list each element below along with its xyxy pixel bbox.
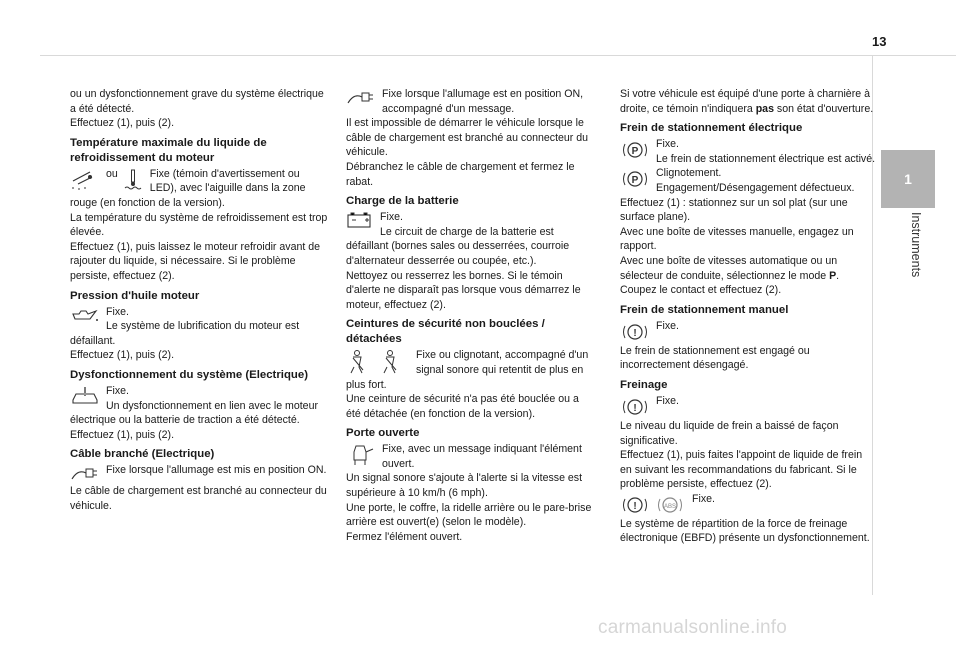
svg-text:P: P: [631, 146, 639, 158]
section-label: Instruments: [909, 212, 923, 278]
cable-cont-line-1: Fixe lorsque l'allumage est en position ON, accompagné d'un message.: [382, 88, 584, 115]
column-1: [70, 87, 328, 513]
coolant-temperature-icon: [122, 168, 144, 190]
svg-text:!: !: [633, 500, 637, 512]
cable-cont-line-2: Il est impossible de démarrer le véhicule lorsque le câble de chargement est branché au connecteur du véhicule.: [346, 117, 589, 159]
door-heading: Porte ouverte: [346, 427, 420, 440]
intro-action: Effectuez (1), puis (2).: [70, 117, 175, 130]
electric-line-1: Fixe.: [106, 384, 129, 397]
brake-warning-icon: [620, 395, 650, 419]
epb-line-2: Le frein de stationnement électrique est activé.: [656, 152, 876, 165]
seatbelt-heading: Ceintures de sécurité non bouclées / détachées: [346, 318, 545, 346]
coolant-line-3: Effectuez (1), puis laissez le moteur refroidir avant de rajouter du liquide, si nécessaire. Si le problème persiste, effectuez (2).: [70, 240, 321, 282]
epb-line-6: Avec une boîte de vitesses manuelle, engagez un rapport.: [620, 225, 854, 253]
brake-line-1: Fixe.: [656, 394, 679, 407]
epb-line-3: Clignotement.: [656, 167, 722, 180]
seatbelt-line-2: Une ceinture de sécurité n'a pas été bouclée ou a été détachée (en fonction de la version).: [346, 393, 579, 420]
cable-line-2: Le câble de chargement est branché au connecteur du véhicule.: [70, 485, 327, 512]
electric-line-3: Effectuez (1), puis (2).: [70, 428, 175, 441]
page-number: 13: [872, 34, 887, 49]
manual-line-2: Le frein de stationnement est engagé ou incorrectement désengagé.: [620, 344, 810, 372]
charging-cable-icon: [70, 464, 100, 484]
epb-heading: Frein de stationnement électrique: [620, 122, 803, 135]
column-2: [346, 87, 596, 544]
svg-text:P: P: [631, 175, 639, 187]
parking-brake-icon: [620, 138, 650, 162]
epb-line-5: Effectuez (1) : stationnez sur un sol plat (sur une surface plane).: [620, 196, 848, 224]
electric-line-2: Un dysfonctionnement en lien avec le moteur électrique ou la batterie de traction a été détecté.: [70, 399, 318, 427]
door-line-2: Un signal sonore s'ajoute à l'alerte si la vitesse est supérieure à 10 km/h (6 mph).: [346, 472, 583, 500]
battery-line-2: Le circuit de charge de la batterie est défaillant (bornes sales ou desserrées, courroie d'alternateur desserrée ou coupée, etc.).: [346, 225, 570, 267]
brake-line-4: Fixe.: [692, 492, 715, 505]
seatbelt-line-1: Fixe ou clignotant, accompagné d'un signal sonore qui retentit de plus en plus fort.: [346, 349, 589, 391]
door-cont-text: Si votre véhicule est équipé d'une porte à charnière à droite, ce témoin n'indiquera pas son état d'ouverture.: [620, 88, 874, 115]
coolant-line-1: Fixe (témoin d'avertissement ou LED), avec l'aiguille dans la zone rouge (en fonction de la version).: [70, 167, 306, 209]
seatbelt-icon: [346, 349, 410, 375]
door-open-icon: [346, 443, 376, 469]
brake-line-5: Le système de répartition de la force de freinage électronique (EBFD) présente un dysfonctionnement.: [620, 517, 870, 545]
intro-text: ou un dysfonctionnement grave du système électrique a été détecté.: [70, 88, 324, 115]
battery-line-1: Fixe.: [380, 211, 403, 224]
oil-line-3: Effectuez (1), puis (2).: [70, 349, 175, 362]
svg-text:!: !: [633, 402, 637, 414]
coolant-line-2: La température du système de refroidissement est trop élevée.: [70, 211, 328, 239]
cable-cont-line-3: Débranchez le câble de chargement et fermez le rabat.: [346, 160, 575, 188]
brake-line-3: Effectuez (1), puis faites l'appoint de liquide de frein en suivant les recommandations du fabricant. Si le problème persiste, effectuez (2).: [620, 449, 863, 491]
electric-heading: Dysfonctionnement du système (Electrique): [70, 368, 308, 381]
brake-warning-icon: [620, 320, 650, 344]
brake-abs-icons: [620, 493, 686, 517]
coolant-gauge-icon: [70, 168, 100, 190]
door-line-1: Fixe, avec un message indiquant l'élément ouvert.: [382, 443, 582, 470]
oil-heading: Pression d'huile moteur: [70, 289, 200, 302]
svg-text:!: !: [633, 327, 637, 339]
door-line-4: Fermez l'élément ouvert.: [346, 530, 463, 543]
epb-line-4: Engagement/Désengagement défectueux.: [656, 181, 855, 194]
coolant-heading: Température maximale du liquide de refroidissement du moteur: [70, 136, 267, 164]
svg-text:ABS: ABS: [663, 503, 677, 510]
parking-brake-icon: [620, 167, 650, 191]
or-label: ou: [106, 167, 118, 180]
brake-line-2: Le niveau du liquide de frein a baissé de façon significative.: [620, 419, 839, 447]
header-rule: [40, 55, 956, 56]
oil-line-1: Fixe.: [106, 305, 129, 318]
watermark: carmanualsonline.info: [598, 617, 788, 638]
manual-line-1: Fixe.: [656, 319, 679, 332]
manual-brake-heading: Frein de stationnement manuel: [620, 303, 789, 316]
brake-heading: Freinage: [620, 378, 668, 391]
cable-line-1: Fixe lorsque l'allumage est mis en position ON.: [106, 464, 327, 477]
charging-cable-icon: [346, 88, 376, 108]
chapter-tab[interactable]: 1: [881, 150, 935, 208]
electric-car-warning-icon: [70, 385, 100, 407]
battery-icon: [346, 211, 374, 229]
epb-line-1: Fixe.: [656, 138, 679, 151]
door-line-3: Une porte, le coffre, la ridelle arrière ou le pare-brise arrière est ouvert(e) (selon le modèle).: [346, 501, 592, 529]
oil-can-icon: [70, 306, 100, 324]
epb-line-8: Coupez le contact et effectuez (2).: [620, 284, 782, 297]
epb-line-7: Avec une boîte de vitesses automatique ou un sélecteur de conduite, sélectionnez le mode P.: [620, 254, 840, 282]
column-3: [620, 87, 876, 546]
cable-heading: Câble branché (Electrique): [70, 448, 215, 461]
battery-line-3: Nettoyez ou resserrez les bornes. Si le témoin d'alerte ne disparaît pas lorsque vous démarrez le moteur, effectuez (2).: [346, 269, 581, 311]
oil-line-2: Le système de lubrification du moteur est défaillant.: [70, 320, 300, 347]
battery-heading: Charge de la batterie: [346, 195, 459, 208]
